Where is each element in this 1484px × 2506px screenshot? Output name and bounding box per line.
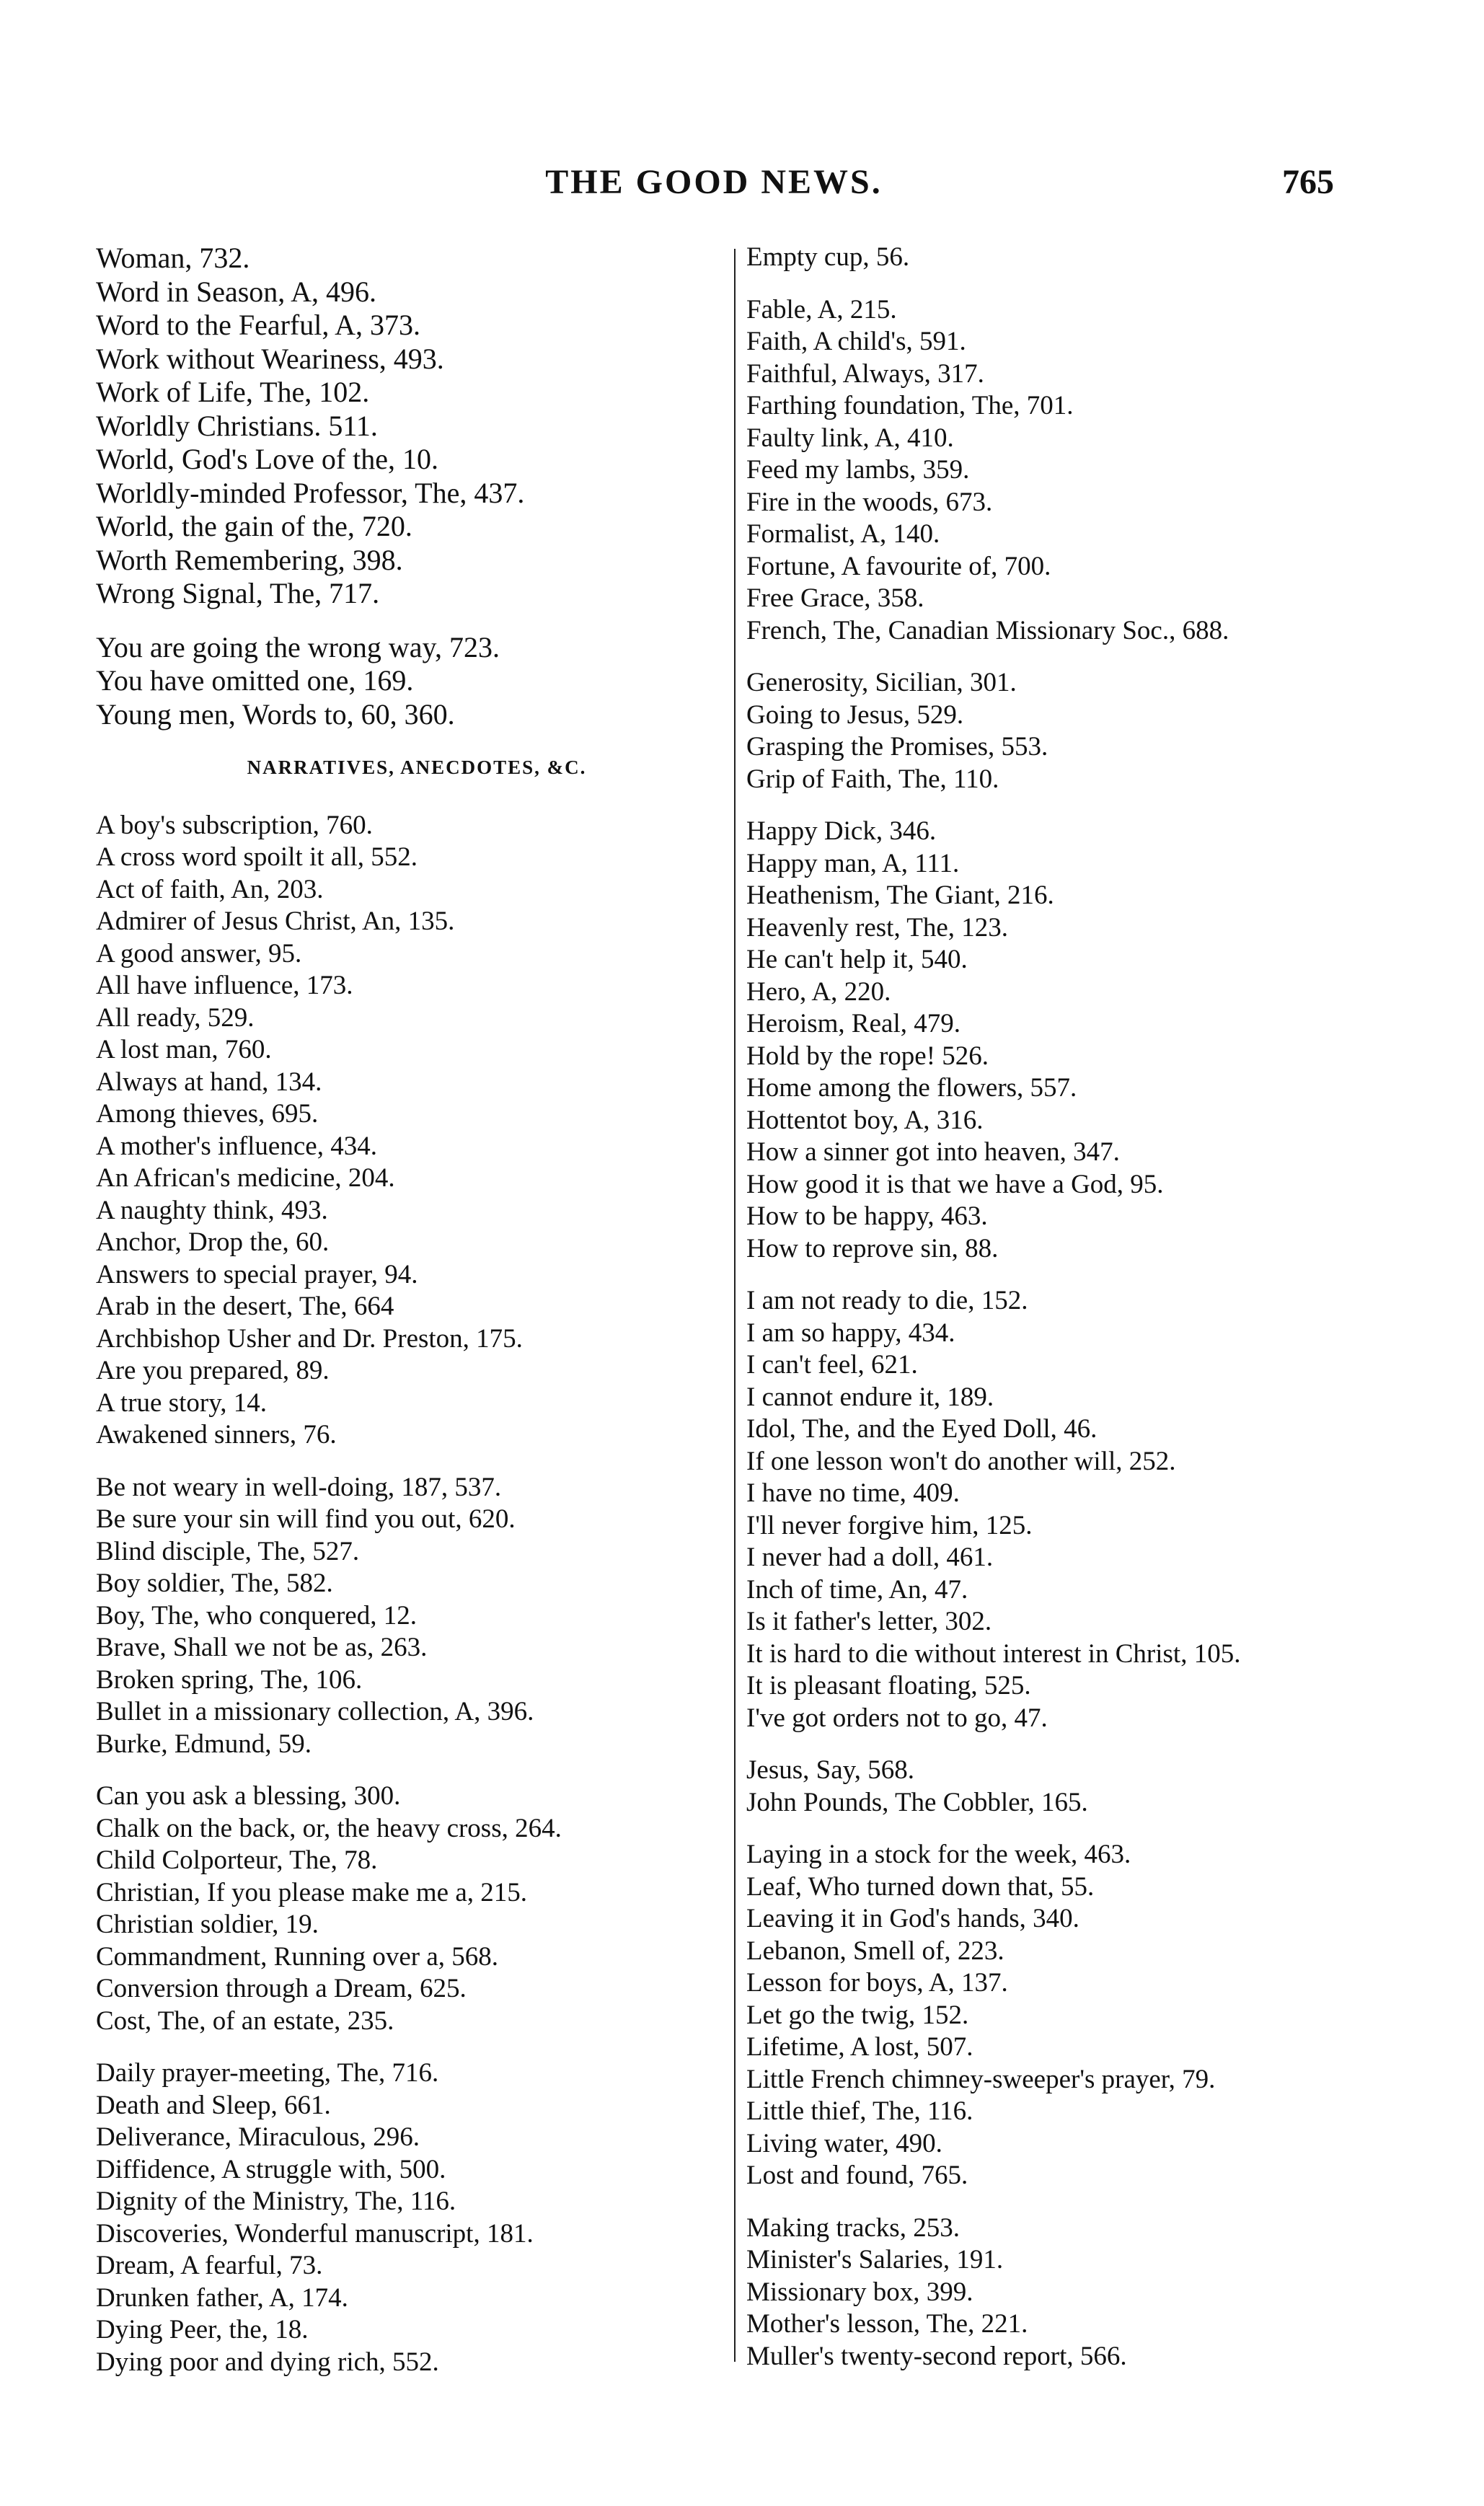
index-entry: All ready, 529.: [96, 1002, 255, 1033]
index-entry: I have no time, 409.: [746, 1478, 960, 1508]
index-entry: Happy man, A, 111.: [746, 848, 960, 878]
index-entry: Arab in the desert, The, 664: [96, 1292, 394, 1321]
index-entry: Lesson for boys, A, 137.: [746, 1968, 1008, 1998]
index-group: [96, 810, 738, 1452]
index-entry: World, the gain of the, 720.: [96, 510, 412, 542]
index-entry: Archbishop Usher and Dr. Preston, 175.: [96, 1323, 523, 1354]
index-entry: Making tracks, 253.: [746, 2212, 960, 2243]
index-entry: I am not ready to die, 152.: [746, 1286, 1028, 1315]
index-entry: I've got orders not to go, 47.: [746, 1703, 1048, 1733]
index-entry: A naughty think, 493.: [96, 1195, 328, 1225]
index-group: [746, 1285, 1395, 1734]
index-entry: Formalist, A, 140.: [746, 519, 940, 549]
index-entry: Dying Peer, the, 18.: [96, 2315, 309, 2344]
index-entry: You are going the wrong way, 723.: [96, 630, 500, 663]
column-divider: [734, 249, 736, 2362]
index-entry: An African's medicine, 204.: [96, 1163, 395, 1193]
index-entry: I never had a doll, 461.: [746, 1543, 994, 1572]
page-header: [94, 162, 1334, 213]
index-entry: I'll never forgive him, 125.: [746, 1510, 1033, 1540]
index-entry: Empty cup, 56.: [746, 242, 910, 272]
index-entry: Discoveries, Wonderful manuscript, 181.: [96, 2218, 534, 2249]
index-entry: Dream, A fearful, 73.: [96, 2251, 323, 2280]
index-entry: A lost man, 760.: [96, 1035, 272, 1064]
index-entry: Free Grace, 358.: [746, 583, 924, 613]
index-entry: Is it father's letter, 302.: [746, 1607, 992, 1636]
running-head: THE GOOD NEWS.: [545, 163, 883, 201]
index-entry: Worth Remembering, 398.: [96, 543, 403, 576]
index-entry: Going to Jesus, 529.: [746, 700, 964, 730]
index-entry: Always at hand, 134.: [96, 1067, 322, 1097]
index-entry: Faulty link, A, 410.: [746, 423, 954, 453]
left-index-column: [96, 242, 738, 2399]
index-entry: Fable, A, 215.: [746, 294, 897, 325]
index-entry: Worldly-minded Professor, The, 437.: [96, 476, 525, 509]
index-entry: Mother's lesson, The, 221.: [746, 2309, 1028, 2339]
index-entry: Admirer of Jesus Christ, An, 135.: [96, 906, 455, 936]
index-entry: Heavenly rest, The, 123.: [746, 912, 1009, 943]
index-entry: A mother's influence, 434.: [96, 1131, 377, 1161]
index-entry: A boy's subscription, 760.: [96, 810, 373, 840]
index-entry: Happy Dick, 346.: [746, 816, 937, 846]
index-group: [96, 631, 738, 732]
index-entry: I can't feel, 621.: [746, 1350, 918, 1380]
index-entry: Little thief, The, 116.: [746, 2096, 973, 2126]
page-number: 765: [1282, 163, 1334, 201]
index-entry: Christian soldier, 19.: [96, 1910, 319, 1939]
index-entry: Heathenism, The Giant, 216.: [746, 881, 1054, 910]
index-entry: Hottentot boy, A, 316.: [746, 1105, 984, 1135]
index-entry: Farthing foundation, The, 701.: [746, 391, 1074, 420]
index-entry: Hold by the rope! 526.: [746, 1041, 989, 1071]
index-entry: Laying in a stock for the week, 463.: [746, 1840, 1131, 1869]
index-entry: World, God's Love of the, 10.: [96, 443, 439, 475]
index-entry: He can't help it, 540.: [746, 945, 968, 974]
index-entry: Cost, The, of an estate, 235.: [96, 2006, 394, 2036]
index-entry: Conversion through a Dream, 625.: [96, 1974, 467, 2003]
index-entry: Heroism, Real, 479.: [746, 1009, 960, 1038]
index-entry: A good answer, 95.: [96, 938, 302, 969]
index-entry: French, The, Canadian Missionary Soc., 688.: [746, 615, 1229, 645]
index-entry: It is hard to die without interest in Christ, 105.: [746, 1638, 1241, 1669]
index-entry: All have influence, 173.: [96, 971, 353, 1000]
index-group: [746, 242, 1395, 274]
section-heading: NARRATIVES, ANECDOTES, &C.: [247, 756, 587, 778]
index-entry: Chalk on the back, or, the heavy cross, 264.: [96, 1813, 562, 1843]
index-entry: Burke, Edmund, 59.: [96, 1729, 312, 1759]
index-entry: Let go the twig, 152.: [746, 2000, 969, 2030]
index-entry: Little French chimney-sweeper's prayer, 79.: [746, 2064, 1216, 2094]
index-group: [746, 667, 1395, 795]
index-group: [746, 1839, 1395, 2192]
index-entry: Hero, A, 220.: [746, 976, 891, 1007]
index-group: [746, 2212, 1395, 2373]
index-entry: Deliverance, Miraculous, 296.: [96, 2122, 420, 2152]
index-entry: Leaf, Who turned down that, 55.: [746, 1871, 1095, 1902]
index-entry: How good it is that we have a God, 95.: [746, 1169, 1164, 1199]
index-group: [746, 1755, 1395, 1819]
index-entry: Lost and found, 765.: [746, 2161, 968, 2190]
index-entry: Young men, Words to, 60, 360.: [96, 697, 455, 731]
index-entry: How a sinner got into heaven, 347.: [746, 1137, 1120, 1167]
index-entry: Lifetime, A lost, 507.: [746, 2032, 973, 2062]
index-entry: Work of Life, The, 102.: [96, 376, 370, 408]
index-entry: Minister's Salaries, 191.: [746, 2245, 1004, 2275]
index-entry: Daily prayer-meeting, The, 716.: [96, 2058, 439, 2088]
index-entry: Home among the flowers, 557.: [746, 1073, 1077, 1103]
index-entry: John Pounds, The Cobbler, 165.: [746, 1787, 1088, 1817]
index-entry: Answers to special prayer, 94.: [96, 1259, 418, 1289]
index-entry: Can you ask a blessing, 300.: [96, 1781, 401, 1811]
index-entry: You have omitted one, 169.: [96, 664, 414, 697]
index-entry: Generosity, Sicilian, 301.: [746, 668, 1017, 697]
index-entry: Work without Weariness, 493.: [96, 342, 444, 375]
index-entry: Feed my lambs, 359.: [746, 455, 970, 485]
index-entry: Death and Sleep, 661.: [96, 2090, 331, 2120]
index-entry: Child Colporteur, The, 78.: [96, 1845, 378, 1875]
index-entry: Awakened sinners, 76.: [96, 1420, 337, 1450]
index-entry: Worldly Christians. 511.: [96, 409, 378, 442]
index-entry: Grasping the Promises, 553.: [746, 732, 1048, 762]
index-entry: How to reprove sin, 88.: [746, 1233, 999, 1263]
index-entry: Inch of time, An, 47.: [746, 1574, 968, 1605]
index-entry: Act of faith, An, 203.: [96, 874, 324, 904]
index-group: [96, 2057, 738, 2378]
index-entry: A cross word spoilt it all, 552.: [96, 842, 418, 872]
index-entry: Drunken father, A, 174.: [96, 2282, 348, 2313]
index-entry: Boy soldier, The, 582.: [96, 1569, 333, 1598]
index-entry: Fire in the woods, 673.: [746, 487, 993, 517]
index-group: [96, 1781, 738, 2037]
index-entry: Idol, The, and the Eyed Doll, 46.: [746, 1414, 1097, 1444]
index-entry: Christian, If you please make me a, 215.: [96, 1877, 527, 1907]
index-entry: Living water, 490.: [746, 2128, 942, 2158]
index-entry: Be sure your sin will find you out, 620.: [96, 1504, 516, 1534]
index-entry: Jesus, Say, 568.: [746, 1755, 914, 1785]
index-entry: I am so happy, 434.: [746, 1318, 955, 1348]
index-entry: How to be happy, 463.: [746, 1201, 988, 1231]
index-entry: Word to the Fearful, A, 373.: [96, 309, 421, 341]
index-entry: Boy, The, who conquered, 12.: [96, 1600, 417, 1631]
index-entry: Dying poor and dying rich, 552.: [96, 2347, 439, 2377]
index-entry: A true story, 14.: [96, 1387, 268, 1418]
index-group: [746, 294, 1395, 648]
index-entry: Among thieves, 695.: [96, 1099, 319, 1129]
index-entry: Anchor, Drop the, 60.: [96, 1227, 330, 1257]
index-entry: Leaving it in God's hands, 340.: [746, 1904, 1079, 1933]
right-index-column: [746, 242, 1395, 2393]
index-entry: Blind disciple, The, 527.: [96, 1536, 360, 1566]
index-entry: I cannot endure it, 189.: [746, 1382, 994, 1412]
index-entry: It is pleasant floating, 525.: [746, 1671, 1031, 1700]
index-entry: Fortune, A favourite of, 700.: [746, 551, 1051, 581]
index-entry: Diffidence, A struggle with, 500.: [96, 2154, 446, 2184]
index-entry: Faith, A child's, 591.: [746, 327, 966, 356]
index-entry: Be not weary in well-doing, 187, 537.: [96, 1472, 502, 1502]
index-entry: If one lesson won't do another will, 252.: [746, 1446, 1176, 1476]
index-entry: Wrong Signal, The, 717.: [96, 577, 380, 609]
index-entry: Lebanon, Smell of, 223.: [746, 1936, 1004, 1966]
index-group: [96, 242, 738, 611]
index-entry: Commandment, Running over a, 568.: [96, 1941, 499, 1972]
index-entry: Brave, Shall we not be as, 263.: [96, 1633, 428, 1662]
index-entry: Woman, 732.: [96, 242, 250, 274]
index-entry: Faithful, Always, 317.: [746, 358, 984, 389]
index-entry: Grip of Faith, The, 110.: [746, 764, 999, 794]
index-entry: Dignity of the Ministry, The, 116.: [96, 2187, 456, 2216]
index-entry: Word in Season, A, 496.: [96, 275, 376, 308]
index-entry: Muller's twenty-second report, 566.: [746, 2341, 1127, 2371]
index-entry: Missionary box, 399.: [746, 2277, 973, 2307]
index-group: [746, 816, 1395, 1265]
index-group: [96, 1472, 738, 1761]
index-entry: Bullet in a missionary collection, A, 396.: [96, 1697, 534, 1726]
index-entry: Broken spring, The, 106.: [96, 1664, 363, 1695]
index-entry: Are you prepared, 89.: [96, 1356, 330, 1385]
